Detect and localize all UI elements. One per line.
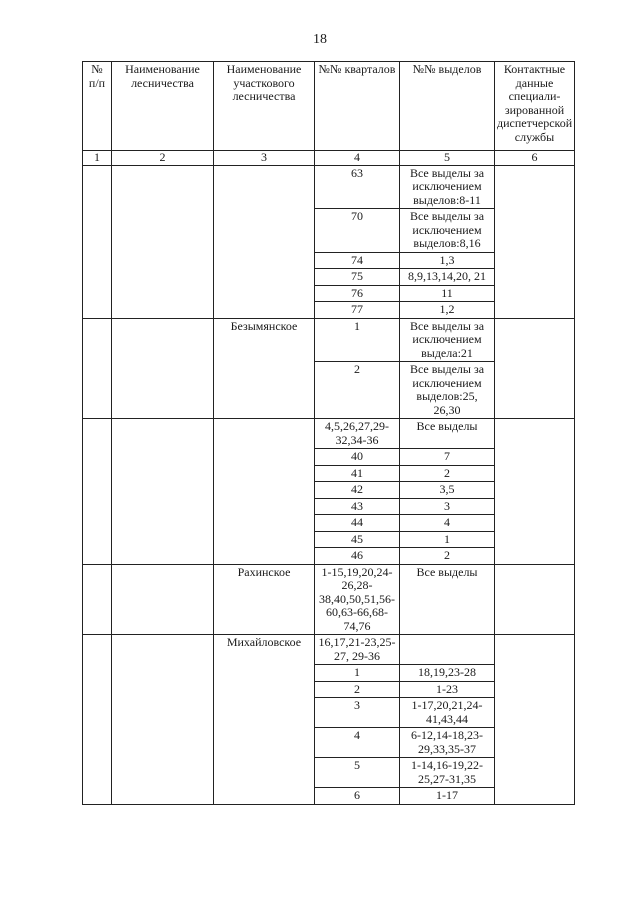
vydel-cell: 7	[400, 449, 495, 466]
vydel-cell: 2	[400, 465, 495, 482]
vydel-cell: Все выделы за исключением выдела:21	[400, 318, 495, 362]
vydel-cell: 1,2	[400, 302, 495, 319]
vydel-cell: 1,3	[400, 252, 495, 269]
num-cell	[83, 165, 112, 318]
num-cell	[83, 419, 112, 565]
column-number: 5	[400, 151, 495, 166]
kvartal-cell: 4,5,26,27,29-32,34-36	[315, 419, 400, 449]
kvartal-cell: 46	[315, 548, 400, 565]
uchastok-cell: Рахинское	[214, 564, 315, 635]
vydel-cell: 1-14,16-19,22-25,27-31,35	[400, 758, 495, 788]
column-number: 4	[315, 151, 400, 166]
vydel-cell: 1-17	[400, 788, 495, 805]
table-body	[83, 165, 575, 804]
column-number: 3	[214, 151, 315, 166]
column-number: 2	[112, 151, 214, 166]
table-row	[83, 564, 575, 635]
kvartal-cell: 74	[315, 252, 400, 269]
contacts-cell	[495, 564, 575, 635]
header-kvartaly: №№ кварталов	[315, 62, 400, 151]
header-uchastok: Наименование участкового лесничества	[214, 62, 315, 151]
kvartal-cell: 2	[315, 681, 400, 698]
contacts-cell	[495, 419, 575, 565]
kvartal-cell: 75	[315, 269, 400, 286]
page-number: 18	[313, 32, 327, 47]
vydel-cell: 1	[400, 531, 495, 548]
kvartal-cell: 44	[315, 515, 400, 532]
kvartal-cell: 70	[315, 209, 400, 253]
num-cell	[83, 635, 112, 805]
header-lesnichestvo: Наименование лесничества	[112, 62, 214, 151]
lesnichestvo-cell	[112, 564, 214, 635]
lesnichestvo-cell	[112, 635, 214, 805]
vydel-cell: 2	[400, 548, 495, 565]
vydel-cell: 6-12,14-18,23-29,33,35-37	[400, 728, 495, 758]
vydel-cell: 3,5	[400, 482, 495, 499]
vydel-cell: 11	[400, 285, 495, 302]
table-row	[83, 635, 575, 665]
vydel-cell: 1-17,20,21,24-41,43,44	[400, 698, 495, 728]
kvartal-cell: 6	[315, 788, 400, 805]
header-num: № п/п	[83, 62, 112, 151]
contacts-cell	[495, 635, 575, 805]
vydel-cell: Все выделы за исключением выделов:25, 26,30	[400, 362, 495, 419]
header-row	[83, 62, 575, 151]
kvartal-cell: 1-15,19,20,24-26,28-38,40,50,51,56-60,63-66,68-74,76	[315, 564, 400, 635]
contacts-cell	[495, 318, 575, 419]
column-number: 6	[495, 151, 575, 166]
uchastok-cell: Безымянское	[214, 318, 315, 419]
kvartal-cell: 42	[315, 482, 400, 499]
kvartal-cell: 2	[315, 362, 400, 419]
kvartal-cell: 63	[315, 165, 400, 209]
table-row	[83, 165, 575, 209]
kvartal-cell: 40	[315, 449, 400, 466]
vydel-cell: 1-23	[400, 681, 495, 698]
kvartal-cell: 1	[315, 318, 400, 362]
lesnichestvo-cell	[112, 165, 214, 318]
kvartal-cell: 16,17,21-23,25-27, 29-36	[315, 635, 400, 665]
lesnichestvo-cell	[112, 318, 214, 419]
num-cell	[83, 318, 112, 419]
kvartal-cell: 76	[315, 285, 400, 302]
vydel-cell: Все выделы за исключением выделов:8,16	[400, 209, 495, 253]
vydel-cell: 4	[400, 515, 495, 532]
lesnichestvo-cell	[112, 419, 214, 565]
table-row	[83, 318, 575, 362]
vydel-cell: Все выделы за исключением выделов:8-11	[400, 165, 495, 209]
kvartal-cell: 43	[315, 498, 400, 515]
kvartal-cell: 3	[315, 698, 400, 728]
kvartal-cell: 1	[315, 665, 400, 682]
kvartal-cell: 5	[315, 758, 400, 788]
vydel-cell: 18,19,23-28	[400, 665, 495, 682]
table-row	[83, 419, 575, 449]
vydel-cell: Все выделы	[400, 419, 495, 449]
kvartal-cell: 77	[315, 302, 400, 319]
vydel-cell: 3	[400, 498, 495, 515]
header-contacts: Контактные данные специали-зированной диспетчерской службы	[495, 62, 575, 151]
kvartal-cell: 41	[315, 465, 400, 482]
column-number-row	[83, 151, 575, 166]
uchastok-cell	[214, 419, 315, 565]
vydel-cell: Все выделы	[400, 564, 495, 635]
column-number: 1	[83, 151, 112, 166]
forestry-table	[82, 61, 575, 805]
vydel-cell	[400, 635, 495, 665]
uchastok-cell	[214, 165, 315, 318]
kvartal-cell: 4	[315, 728, 400, 758]
kvartal-cell: 45	[315, 531, 400, 548]
vydel-cell: 8,9,13,14,20, 21	[400, 269, 495, 286]
contacts-cell	[495, 165, 575, 318]
header-vydely: №№ выделов	[400, 62, 495, 151]
num-cell	[83, 564, 112, 635]
uchastok-cell: Михайловское	[214, 635, 315, 805]
